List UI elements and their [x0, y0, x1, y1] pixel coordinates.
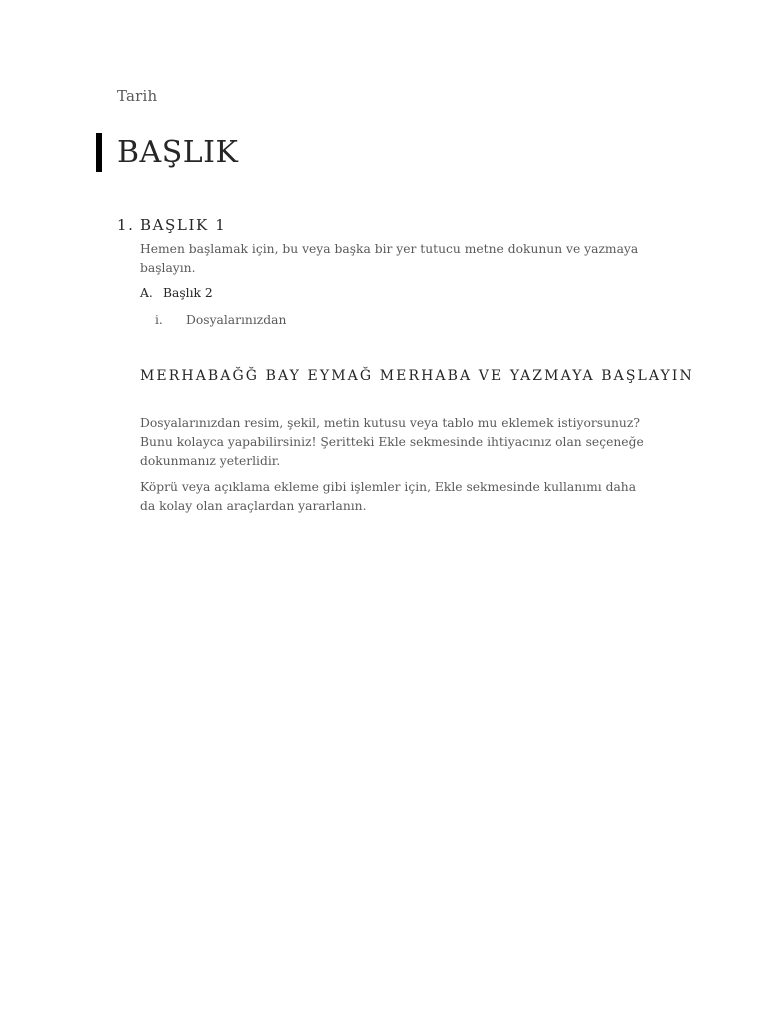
document-title[interactable]: BAŞLIK [117, 135, 239, 170]
paragraph-insert-tip[interactable]: Dosyalarınızdan resim, şekil, metin kutusu veya tablo mu eklemek istiyorsunuz? Bunu kolayca yapabilirsiniz! Şeritteki Ekle sekmesinde ihtiyacınız olan seçeneğe dokunmanız yeterlidir. [140, 416, 644, 468]
heading1-text[interactable]: BAŞLIK 1 [140, 216, 227, 234]
date-placeholder[interactable]: Tarih [117, 87, 158, 105]
paragraph-link-tip[interactable]: Köprü veya açıklama ekleme gibi işlemler için, Ekle sekmesinde kullanımı daha da kolay olan araçlardan yararlanın. [140, 480, 637, 513]
paragraph-intro[interactable]: Hemen başlamak için, bu veya başka bir yer tutucu metne dokunun ve yazmaya başlayın. [140, 242, 639, 275]
heading1-number: 1. [117, 216, 135, 234]
heading3-number: i. [155, 313, 163, 327]
title-accent-bar [96, 133, 102, 172]
heading2-text[interactable]: Başlık 2 [163, 286, 213, 300]
section-heading[interactable]: MERHABAĞĞ BAY EYMAĞ MERHABA VE YAZMAYA BAŞLAYIN [140, 368, 694, 384]
heading3-text[interactable]: Dosyalarınızdan [186, 313, 287, 327]
heading2-number: A. [140, 286, 153, 300]
